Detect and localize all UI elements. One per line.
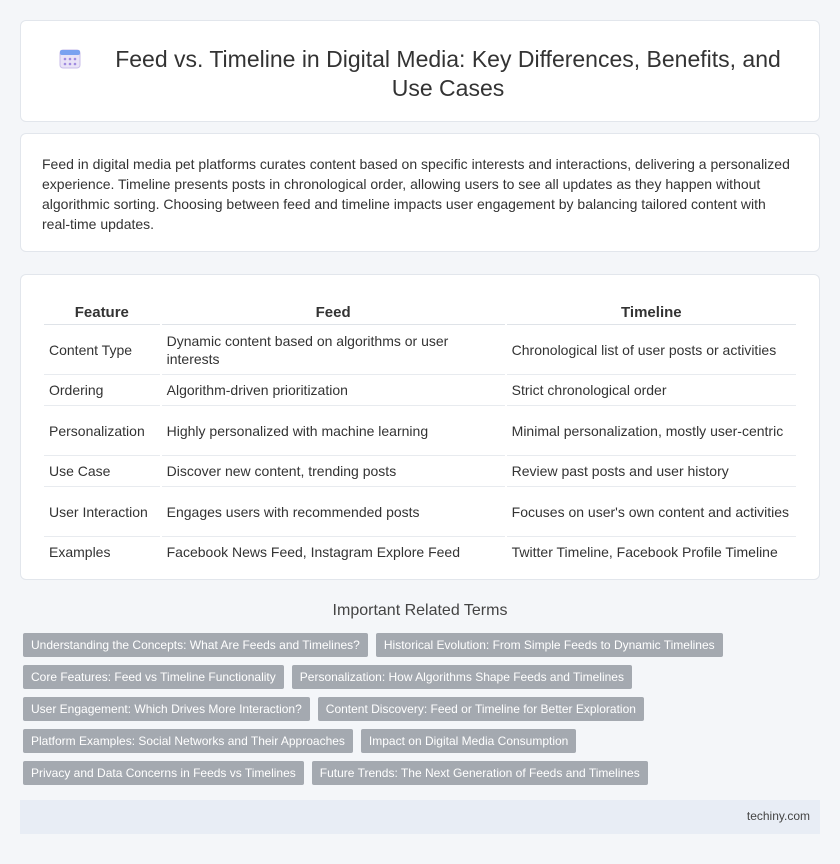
table-row bbox=[44, 456, 796, 487]
tag-row bbox=[23, 633, 823, 657]
related-term-tag[interactable]: Understanding the Concepts: What Are Feeds and Timelines? bbox=[23, 633, 368, 657]
feed-cell: Algorithm-driven prioritization bbox=[162, 375, 505, 406]
related-term-tag[interactable]: Content Discovery: Feed or Timeline for Better Exploration bbox=[318, 697, 644, 721]
related-term-tag[interactable]: Privacy and Data Concerns in Feeds vs Timelines bbox=[23, 761, 304, 785]
site-name[interactable]: techiny.com bbox=[746, 809, 810, 823]
timeline-cell: Focuses on user's own content and activities bbox=[507, 487, 796, 537]
tag-row bbox=[23, 761, 823, 785]
table-header-row bbox=[44, 293, 796, 325]
calendar-icon bbox=[59, 47, 81, 69]
related-term-tag[interactable]: Platform Examples: Social Networks and Their Approaches bbox=[23, 729, 353, 753]
timeline-cell: Minimal personalization, mostly user-centric bbox=[507, 406, 796, 456]
feed-cell: Discover new content, trending posts bbox=[162, 456, 505, 487]
page-title: Feed vs. Timeline in Digital Media: Key Differences, Benefits, and Use Cases bbox=[115, 46, 781, 101]
feed-cell: Highly personalized with machine learning bbox=[162, 406, 505, 456]
table-row bbox=[44, 325, 796, 375]
table-row bbox=[44, 537, 796, 567]
timeline-cell: Chronological list of user posts or activities bbox=[507, 325, 796, 375]
feed-cell: Engages users with recommended posts bbox=[162, 487, 505, 537]
timeline-cell: Strict chronological order bbox=[507, 375, 796, 406]
feed-cell: Dynamic content based on algorithms or user interests bbox=[162, 325, 505, 375]
timeline-cell: Twitter Timeline, Facebook Profile Timeline bbox=[511, 544, 778, 560]
feature-cell: Personalization bbox=[44, 406, 160, 456]
related-term-tag[interactable]: Personalization: How Algorithms Shape Feeds and Timelines bbox=[292, 665, 632, 689]
comparison-table-card bbox=[20, 274, 820, 580]
related-term-tag[interactable]: Core Features: Feed vs Timeline Functionality bbox=[23, 665, 284, 689]
related-terms-heading: Important Related Terms bbox=[332, 602, 508, 619]
related-term-tag[interactable]: Historical Evolution: From Simple Feeds to Dynamic Timelines bbox=[376, 633, 723, 657]
related-term-tag[interactable]: Impact on Digital Media Consumption bbox=[361, 729, 576, 753]
tag-row bbox=[23, 665, 823, 689]
related-term-tag[interactable]: Future Trends: The Next Generation of Feeds and Timelines bbox=[312, 761, 648, 785]
related-terms-list bbox=[23, 633, 823, 793]
header-feature: Feature bbox=[44, 293, 160, 325]
feature-cell: Use Case bbox=[44, 456, 160, 487]
related-term-tag[interactable]: User Engagement: Which Drives More Interaction? bbox=[23, 697, 310, 721]
feed-cell: Facebook News Feed, Instagram Explore Feed bbox=[166, 544, 460, 560]
intro-card bbox=[20, 133, 820, 252]
footer bbox=[20, 800, 820, 834]
tag-row bbox=[23, 697, 823, 721]
intro-paragraph: Feed in digital media pet platforms curates content based on specific interests and interactions, delivering a personalized experience. Timeline presents posts in chronological order, allowing users to see all updates as they happen without algorithmic sorting. Choosing between feed and timeline impacts user engagement by balancing tailored content with real-time updates. bbox=[42, 156, 790, 232]
feature-cell: Content Type bbox=[44, 325, 160, 375]
tag-row bbox=[23, 729, 823, 753]
title-card bbox=[20, 20, 820, 122]
header-timeline: Timeline bbox=[507, 293, 796, 325]
timeline-cell: Review past posts and user history bbox=[507, 456, 796, 487]
header-feed: Feed bbox=[162, 293, 505, 325]
comparison-table bbox=[42, 293, 798, 567]
feature-cell: Examples bbox=[49, 544, 111, 560]
table-row bbox=[44, 406, 796, 456]
table-row bbox=[44, 487, 796, 537]
feature-cell: Ordering bbox=[44, 375, 160, 406]
table-row bbox=[44, 375, 796, 406]
feature-cell: User Interaction bbox=[44, 487, 160, 537]
